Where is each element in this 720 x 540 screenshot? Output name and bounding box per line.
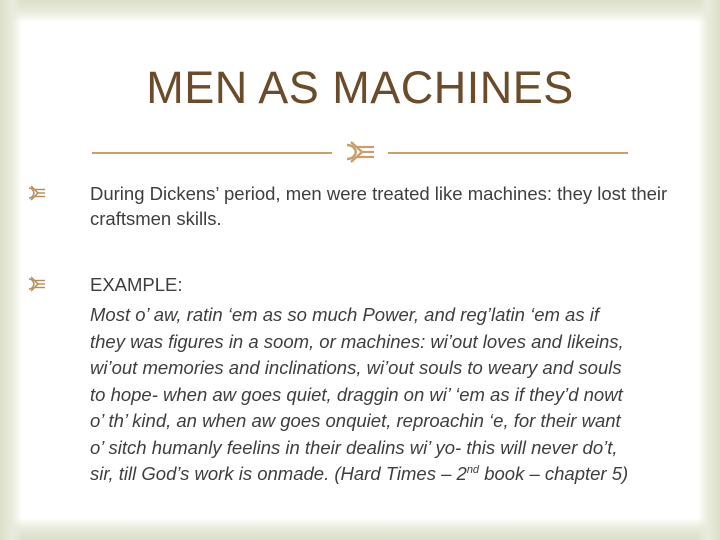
divider-ornament-icon xyxy=(344,140,376,164)
title-divider xyxy=(92,138,628,166)
quote-line: wi’out memories and inclinations, wi’out souls to weary and souls xyxy=(90,357,622,378)
quote-line: to hope- when aw goes quiet, draggin on wi’ ‘em as if they’d nowt xyxy=(90,383,623,405)
bullet-text: During Dickens’ period, men were treated like machines: they lost their craftsmen skills. xyxy=(90,183,668,229)
quote-line: o’ sitch humanly feelins in their dealins wi’ yo- this will never do’t, xyxy=(90,436,618,458)
quote-line: o’ th’ kind, an when aw goes onquiet, reproachin ‘e, for their want xyxy=(90,410,621,431)
slide-frame-top xyxy=(0,0,720,22)
quote-citation-tail: book – chapter 5) xyxy=(479,463,629,484)
ornate-bullet-icon xyxy=(28,185,46,201)
quote-line: they was figures in a soom, or machines: wi’out loves and likeins, xyxy=(90,330,624,352)
ordinal-superscript: nd xyxy=(466,464,480,476)
quote-line: Most o’ aw, ratin ‘em as so much Power, and reg’latin ‘em as if xyxy=(90,304,599,325)
ornate-bullet-icon xyxy=(28,276,46,292)
divider-line-left xyxy=(92,152,332,154)
slide-title: MEN AS MACHINES xyxy=(146,62,574,113)
bullet-text: EXAMPLE: xyxy=(90,274,183,295)
slide-frame-bottom xyxy=(0,518,720,540)
quote-line-text: sir, till God’s work is onmade. (Hard Times – 2 xyxy=(90,463,467,484)
divider-line-right xyxy=(388,152,628,154)
bullet-item xyxy=(28,272,688,297)
quote-line-last xyxy=(90,461,690,488)
dickens-quote xyxy=(90,302,690,488)
bullet-item xyxy=(28,181,688,231)
